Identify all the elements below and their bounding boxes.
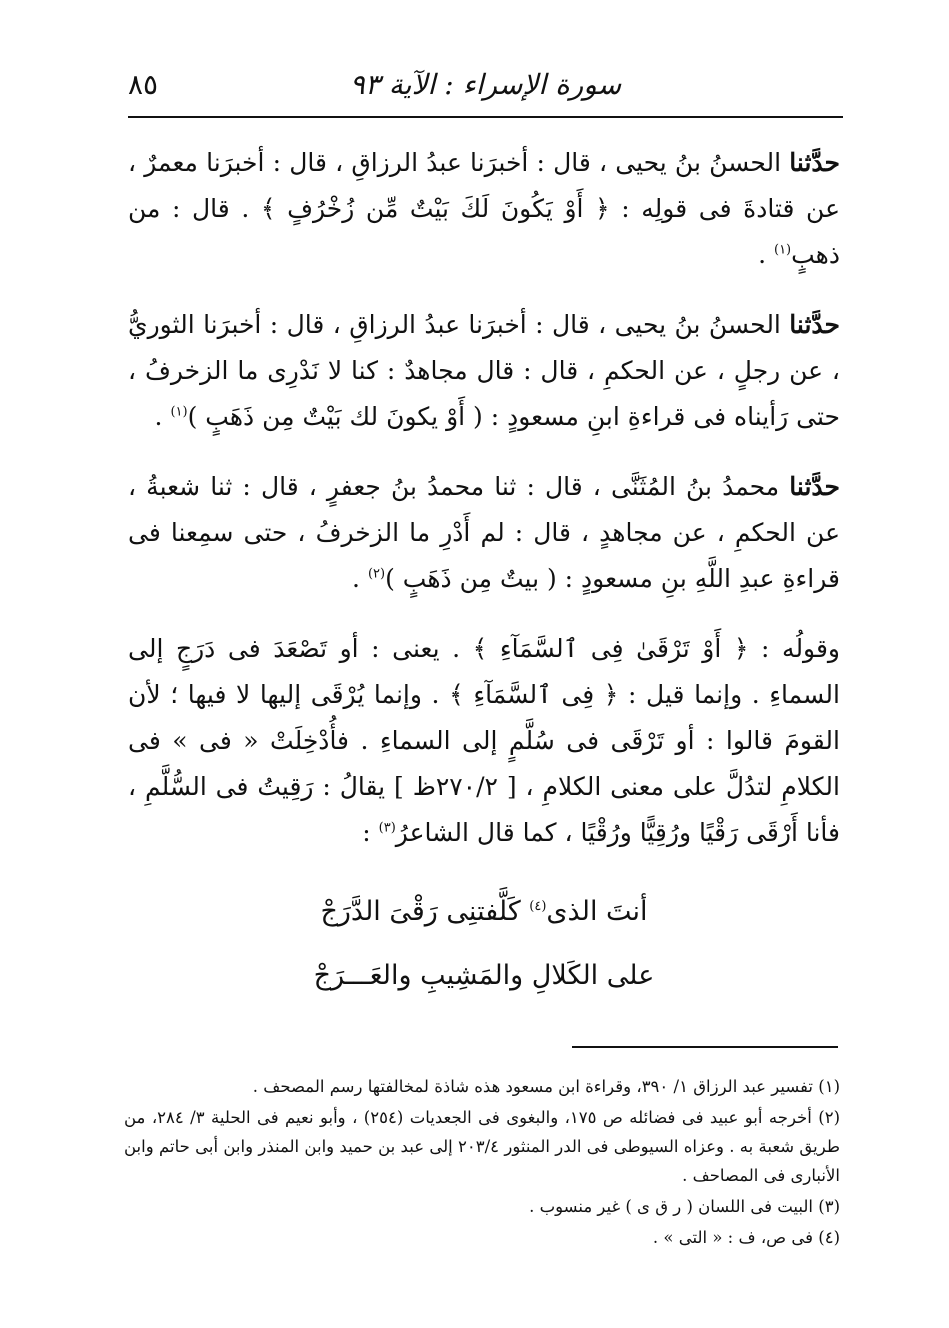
paragraph-text: محمدُ بنُ المُثَنَّى ، قال : ثنا محمدُ بنُ جعفرٍ ، قال : ثنا شعبةُ ، عن الحكمِ ، عن مجاهدٍ ، قال : لم أَدْرِ ما الزخرفُ ، حتى سمِعنا فى قراءةِ عبدِ اللَّهِ بنِ مسعودٍ : ( بيتٌ مِن ذَهَبٍ )	[128, 472, 840, 593]
paragraph-end: .	[352, 564, 368, 593]
running-title: سورة الإسراء : الآية ٩٣	[349, 68, 622, 101]
footnote-ref: (٢)	[367, 566, 386, 582]
main-text	[128, 140, 840, 1008]
paragraph-end: .	[154, 402, 171, 431]
paragraph	[128, 302, 840, 440]
paragraph-text: الحسنُ بنُ يحيى ، قال : أخبرَنا عبدُ الرزاقِ ، قال : أخبرَنا معمرٌ ، عن قتادةَ فى قولِه : ﴿ أَوْ يَكُونَ لَكَ بَيْتٌ مِّن زُخْرُفٍ ﴾ . قال : من ذهبٍ	[128, 148, 840, 269]
footnote-ref: (١)	[773, 242, 792, 258]
footnote-ref: (٤)	[529, 899, 547, 914]
paragraph-lead: حدَّثنا	[789, 472, 840, 501]
paragraph-lead: حدَّثنا	[789, 148, 840, 177]
header-rule	[128, 116, 843, 118]
paragraph-text: الحسنُ بنُ يحيى ، قال : أخبرَنا عبدُ الرزاقِ ، قال : أخبرَنا الثوريُّ ، عن رجلٍ ، عن الحكمِ ، قال : قال مجاهدٌ : كنا لا نَدْرِى ما الزخرفُ ، حتى رَأيناه فى قراءةِ ابنِ مسعودٍ : ( أَوْ يكونَ لك بَيْتٌ مِن ذَهَبٍ )	[128, 310, 840, 431]
verse-line	[128, 880, 840, 944]
paragraph-text: وقولُه : ﴿ أَوْ تَرْقَىٰ فِى ٱلسَّمَآءِ ﴾ . يعنى : أو تَصْعَدَ فى دَرَجٍ إلى السماءِ . وإنما قيل : ﴿ فِى ٱلسَّمَآءِ ﴾ . وإنما يُرْقَى إليها لا فيها ؛ لأن القومَ قالوا : أو تَرْقَى فى سُلَّمٍ إلى السماءِ . فأُدْخِلَتْ « فى » فى الكلامِ لتدُلَّ على معنى الكلامِ ، [ ٢٧٠/٢ظ ] يقالُ : رَقِيتُ فى السُّلَّمِ ، فأنا أَرْقَى رَقْيًا ورُقِيًّا ورُقْيًا ، كما قال الشاعرُ	[128, 634, 840, 847]
footnote: (٣) البيت فى اللسان ( ر ق ى ) غير منسوب .	[529, 1197, 840, 1216]
poetry-verses	[128, 880, 840, 1008]
paragraph-lead: حدَّثنا	[789, 310, 840, 339]
verse-text: أنتَ الذى	[546, 896, 648, 927]
footnote: (١) تفسير عبد الرزاق ١/ ٣٩٠، وقراءة ابن مسعود هذه شاذة لمخالفتها رسم المصحف .	[252, 1077, 840, 1096]
paragraph	[128, 140, 840, 278]
page-number: ٨٥	[128, 68, 159, 101]
paragraph	[128, 626, 840, 856]
footnote: (٢) أخرجه أبو عبيد فى فضائله ص ١٧٥، والبغوى فى الجعديات (٢٥٤) ، وأبو نعيم فى الحلية ٣/ ٢٨٤، من طريق شعبة به . وعزاه السيوطى فى الدر المنثور ٢٠٣/٤ إلى عبد بن حميد وابن المنذر وابن أبى حاتم وابن الأنبارى فى المصاحف .	[124, 1108, 841, 1185]
footnote-ref: (٣)	[378, 820, 396, 836]
paragraph-end: .	[758, 240, 774, 269]
footnote: (٤) فى ص، ف : « التى » .	[652, 1228, 840, 1247]
verse-rest: كَلَّفتنِى رَقْىَ الدَّرَجْ	[320, 896, 530, 927]
footnote-separator	[572, 1046, 838, 1048]
paragraph-end: :	[362, 818, 379, 847]
page-header	[128, 62, 843, 110]
footnotes	[124, 1072, 840, 1254]
verse-line	[128, 944, 840, 1008]
footnote-ref: (١)	[170, 404, 188, 420]
paragraph	[128, 464, 840, 602]
verse-text: على الكَلالِ والمَشِيبِ والعَـــرَجْ	[313, 960, 655, 991]
